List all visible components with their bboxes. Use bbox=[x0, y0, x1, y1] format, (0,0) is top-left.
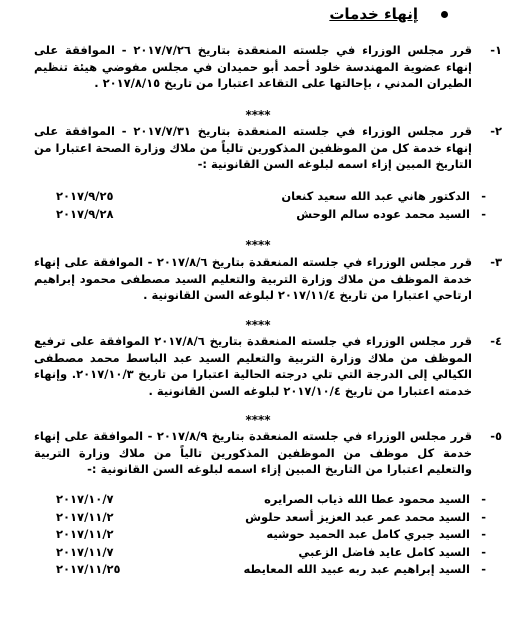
list-item: - السيد كامل عايد فاضل الزعبي ٢٠١٧/١١/٧ bbox=[56, 544, 486, 559]
list-item: - السيد محمد عوده سالم الوحش ٢٠١٧/٩/٢٨ bbox=[56, 206, 486, 221]
person-name: السيد كامل عايد فاضل الزعبي bbox=[298, 544, 470, 559]
person-date: ٢٠١٧/١١/٢٥ bbox=[56, 562, 121, 576]
person-name: السيد إبراهيم عبد ربه عبيد الله المعايطه bbox=[243, 562, 470, 576]
separator: **** bbox=[245, 238, 271, 252]
separator: **** bbox=[245, 108, 271, 122]
list-item: - السيد محمود عطا الله ذياب الصرايره ٢٠١٧/١٠/٧ bbox=[56, 492, 486, 506]
person-date: ٢٠١٧/١١/٢ bbox=[56, 509, 114, 524]
person-name: السيد محمود عطا الله ذياب الصرايره bbox=[264, 492, 470, 506]
decision-item-4 bbox=[34, 333, 502, 399]
item-text: قرر مجلس الوزراء في جلسته المنعقدة بتاريخ ٢٠١٧/٧/٣١ - الموافقة على إنهاء خدمة كل من الموظفين المذكورين تالياً من ملاك وزارة الصحة اعتبارا من التاريخ المبين إزاء اسمه لبلوغه السن القانونية :- bbox=[33, 124, 472, 171]
item-number: ١- bbox=[490, 43, 502, 57]
separator: **** bbox=[245, 413, 271, 427]
item-text: قرر مجلس الوزراء في جلسته المنعقدة بتاريخ ٢٠١٧/٨/٦ الموافقة على ترفيع الموظف من ملاك وزارة التربية والتعليم السيد عبد الباسط محمد مصطفى الكيالي إلى الدرجة التي تلي درجته الحالية اعتبارا من تاريخ ٢٠١٧/١٠/٣. وإنهاء خدمته اعتبارا من تاريخ ٢٠١٧/١٠/٤ لبلوغه السن القانونية . bbox=[34, 334, 472, 398]
person-date: ٢٠١٧/١١/٢ bbox=[56, 527, 114, 541]
person-name: السيد محمد عمر عبد العزيز أسعد حلوش bbox=[245, 509, 470, 524]
person-list-2 bbox=[56, 189, 486, 224]
person-name: السيد جبري كامل عبد الحميد حوشيه bbox=[266, 527, 470, 541]
person-date: ٢٠١٧/١٠/٧ bbox=[56, 492, 114, 506]
person-date: ٢٠١٧/٩/٢٥ bbox=[56, 189, 114, 203]
item-number: ٤- bbox=[490, 334, 502, 348]
item-text: قرر مجلس الوزراء في جلسته المنعقدة بتاريخ ٢٠١٧/٨/٦ - الموافقة على إنهاء خدمة الموظف من ملاك وزارة التربية والتعليم السيد مصطفى محمود إبراهيم ارتاحي اعتبارا من تاريخ ٢٠١٧/١١/٤ لبلوغه السن القانونية . bbox=[34, 255, 472, 302]
bullet-icon bbox=[441, 11, 448, 18]
list-item: - السيد جبري كامل عبد الحميد حوشيه ٢٠١٧/١١/٢ bbox=[56, 527, 486, 541]
item-text: قرر مجلس الوزراء في جلسته المنعقدة بتاريخ ٢٠١٧/٨/٩ - الموافقة على إنهاء خدمة كل موظف من الموظفين المذكورين تالياً من ملاك وزارة التربية والتعليم اعتبارا من التاريخ المبين إزاء اسمه لبلوغه السن القانونية :- bbox=[34, 429, 472, 476]
person-name: السيد محمد عوده سالم الوحش bbox=[296, 206, 470, 221]
item-number: ٣- bbox=[490, 255, 502, 269]
decision-item-3 bbox=[34, 254, 502, 304]
list-item: - السيد محمد عمر عبد العزيز أسعد حلوش ٢٠١٧/١١/٢ bbox=[56, 509, 486, 524]
person-date: ٢٠١٧/٩/٢٨ bbox=[56, 206, 114, 221]
list-item: - السيد إبراهيم عبد ربه عبيد الله المعايطه ٢٠١٧/١١/٢٥ bbox=[56, 562, 486, 576]
separator: **** bbox=[245, 318, 271, 332]
decision-item-2 bbox=[34, 123, 502, 173]
decision-item-5 bbox=[34, 428, 502, 478]
person-date: ٢٠١٧/١١/٧ bbox=[56, 544, 114, 559]
person-list-5 bbox=[56, 492, 486, 580]
item-text: قرر مجلس الوزراء في جلسته المنعقدة بتاريخ ٢٠١٧/٧/٢٦ - الموافقة على إنهاء عضوية المهندسة خلود أحمد أبو حميدان في مجلس مفوضي هيئة تنظيم الطيران المدني ، بإحالتها على التقاعد اعتبارا من تاريخ ٢٠١٧/٨/١٥ . bbox=[34, 43, 472, 90]
item-number: ٢- bbox=[490, 124, 502, 138]
section-title: إنهاء خدمات bbox=[329, 5, 418, 23]
decision-item-1 bbox=[34, 42, 502, 92]
list-item: - الدكتور هاني عبد الله سعيد كنعان ٢٠١٧/٩/٢٥ bbox=[56, 189, 486, 203]
item-number: ٥- bbox=[490, 429, 502, 443]
person-name: الدكتور هاني عبد الله سعيد كنعان bbox=[281, 189, 470, 203]
